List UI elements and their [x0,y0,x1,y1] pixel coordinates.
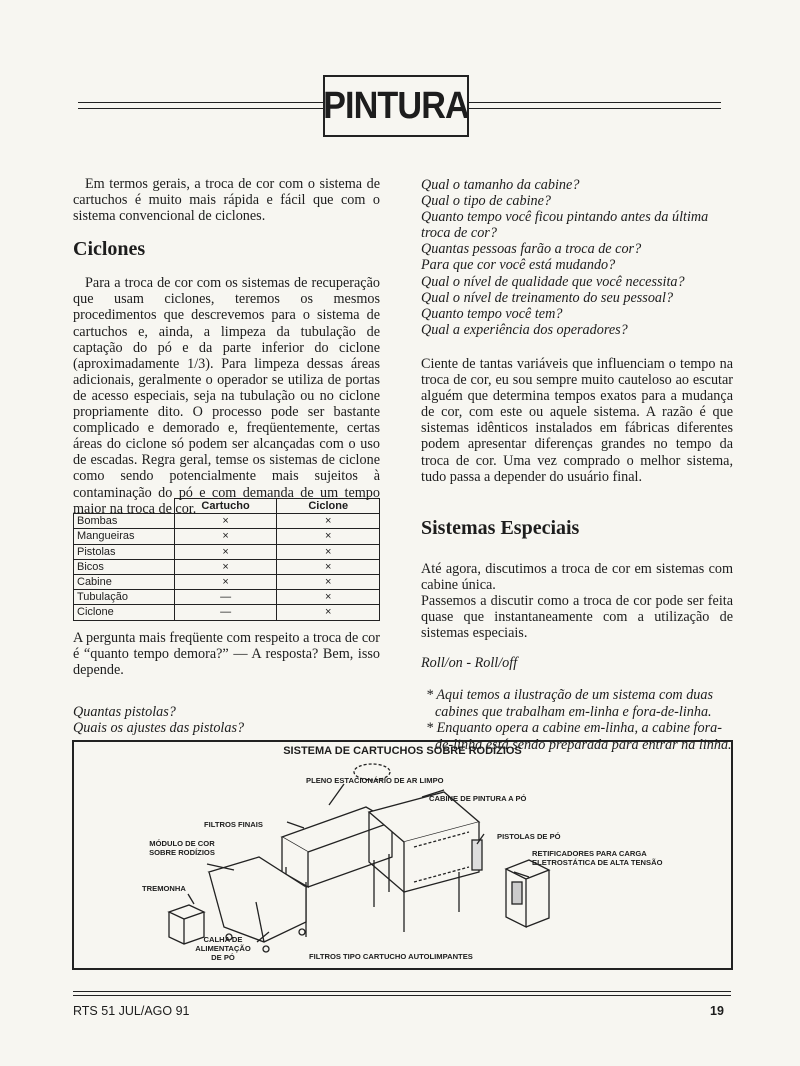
table-cell: — [174,605,277,620]
left-question-1: Quantas pistolas? [73,704,176,721]
table-row-label: Bombas [74,514,175,529]
footer-publication: RTS 51 JUL/AGO 91 [73,1004,190,1018]
figure-title: SISTEMA DE CARTUCHOS SOBRE RODÍZIOS [283,745,522,757]
table-row [74,514,380,529]
left-question-2: Quais os ajustes das pistolas? [73,720,245,737]
page-section-title: PINTURA [323,84,469,127]
question-paragraph: A pergunta mais freqüente com respeito a troca de cor é “quanto tempo demora?” — A resposta? Bem, isso depende. [73,630,380,679]
label-pistolas: PISTOLAS DE PÓ [497,832,561,841]
table-row [74,590,380,605]
right-questions-list [421,177,733,338]
table-cell: × [174,544,277,559]
left-column [73,176,380,517]
table-row-label: Cabine [74,574,175,589]
table-cell: × [277,529,380,544]
label-calha: CALHA DE ALIMENTAÇÃO DE PÓ [195,935,251,962]
right-question: Quantas pessoas farão a troca de cor? [421,241,642,258]
table-cell: × [277,574,380,589]
sistemas-paragraph-1: Até agora, discutimos a troca de cor em sistemas com cabine única. [421,560,733,593]
right-question: Qual o tipo de cabine? [421,193,552,210]
label-filtros-cartucho: FILTROS TIPO CARTUCHO AUTOLIMPANTES [309,952,473,961]
right-column [421,177,733,753]
table-row-label: Mangueiras [74,529,175,544]
label-filtros-finais: FILTROS FINAIS [204,820,263,829]
table-cell: × [277,514,380,529]
table-header-cell: Ciclone [277,499,380,514]
table-row [74,605,380,620]
table-cell: — [174,590,277,605]
table-header-cell: Cartucho [174,499,277,514]
variables-paragraph: Ciente de tantas variáveis que influenciam o tempo na troca de cor, eu sou sempre muito cauteloso ao escutar alguém que determina tempos exatos para a mudança de cor, com este ou aquele sistema. A razão é que sistemas idênticos instalados em fábricas diferentes podem apresentar diferenças grandes no tempo da troca de cor. Uma vez comprado o melhor sistema, tudo passa a depender do usuário final. [421,355,733,485]
label-pleno: PLENO ESTACIONÁRIO DE AR LIMPO [306,776,444,785]
table-cell: × [174,514,277,529]
intro-paragraph: Em termos gerais, a troca de cor com o sistema de cartuchos é muito mais rápida e fácil que com o sistema convencional de ciclones. [73,176,380,225]
table-cell: × [174,559,277,574]
right-question: Para que cor você está mudando? [421,257,616,274]
table-row [74,529,380,544]
note-1: * Aqui temos a ilustração de um sistema com duas cabines que trabalham em-linha e fora-de-linha. [426,687,714,720]
table-header-row [74,499,380,514]
table-row-label: Bicos [74,559,175,574]
table-row [74,544,380,559]
right-question: Qual a experiência dos operadores? [421,321,628,338]
ciclones-heading: Ciclones [73,238,146,261]
table-row-label: Ciclone [74,605,175,620]
figure-box [72,740,733,970]
right-question: Qual o nível de qualidade que você necessita? [421,273,685,290]
label-cabine: CABINE DE PINTURA A PÓ [429,794,527,803]
table-cell: × [277,544,380,559]
label-modulo: MÓDULO DE COR SOBRE RODÍZIOS [149,839,215,857]
comparison-table [73,498,380,621]
label-retificadores: RETIFICADORES PARA CARGA ELETROSTÁTICA DE ALTA TENSÃO [532,849,663,867]
table-cell: × [174,529,277,544]
label-tremonha: TREMONHA [142,884,186,893]
right-question: Qual o tamanho da cabine? [421,177,580,193]
table-cell: × [277,590,380,605]
table-row-label: Pistolas [74,544,175,559]
right-question: Qual o nível de treinamento do seu pessoal? [421,289,674,306]
table-cell: × [174,574,277,589]
sistemas-paragraph-2: Passemos a discutir como a troca de cor pode ser feita quase que instantaneamente com a utilização de sistemas especiais. [421,592,733,642]
table-cell: × [277,559,380,574]
right-question: Quanto tempo você ficou pintando antes da última troca de cor? [421,209,709,242]
sistemas-especiais-heading: Sistemas Especiais [421,516,580,539]
page-section-title-box [323,75,469,137]
table-cell: × [277,605,380,620]
footer-page-number: 19 [710,1004,724,1018]
ciclones-paragraph: Para a troca de cor com os sistemas de recuperação que usam ciclones, teremos os mesmos procedimentos que descrevemos para o sistema de cartuchos e, ainda, a limpeza da tubulação de captação do pó e da parte inferior do ciclone (aproximadamente 1/3). Para limpeza dessas áreas adicionais, geralmente o operador se utiliza de portas de acesso especiais, seja na tubulação ou no ciclone propriamente dito. O processo pode ser bastante complicado e demorado e, freqüentemente, certas áreas do ciclone só podem ser alcançadas com o uso de escadas. Regra geral, temse os sistemas de ciclone como sendo potencialmente mais sujeitos à contaminação do pó e com demanda de um tempo maior na troca de cor. [73,275,380,517]
table-header-cell [74,499,175,514]
left-bottom [73,630,380,736]
note-2: * Enquanto opera a cabine em-linha, a cabine fora-de-linha está sendo preparada para entrar na linha. [426,720,732,753]
comparison-table-wrap [73,498,380,621]
table-row-label: Tubulação [74,590,175,605]
table-row [74,574,380,589]
roll-subheading: Roll/on - Roll/off [421,655,518,672]
right-question: Quanto tempo você tem? [421,305,563,322]
table-row [74,559,380,574]
